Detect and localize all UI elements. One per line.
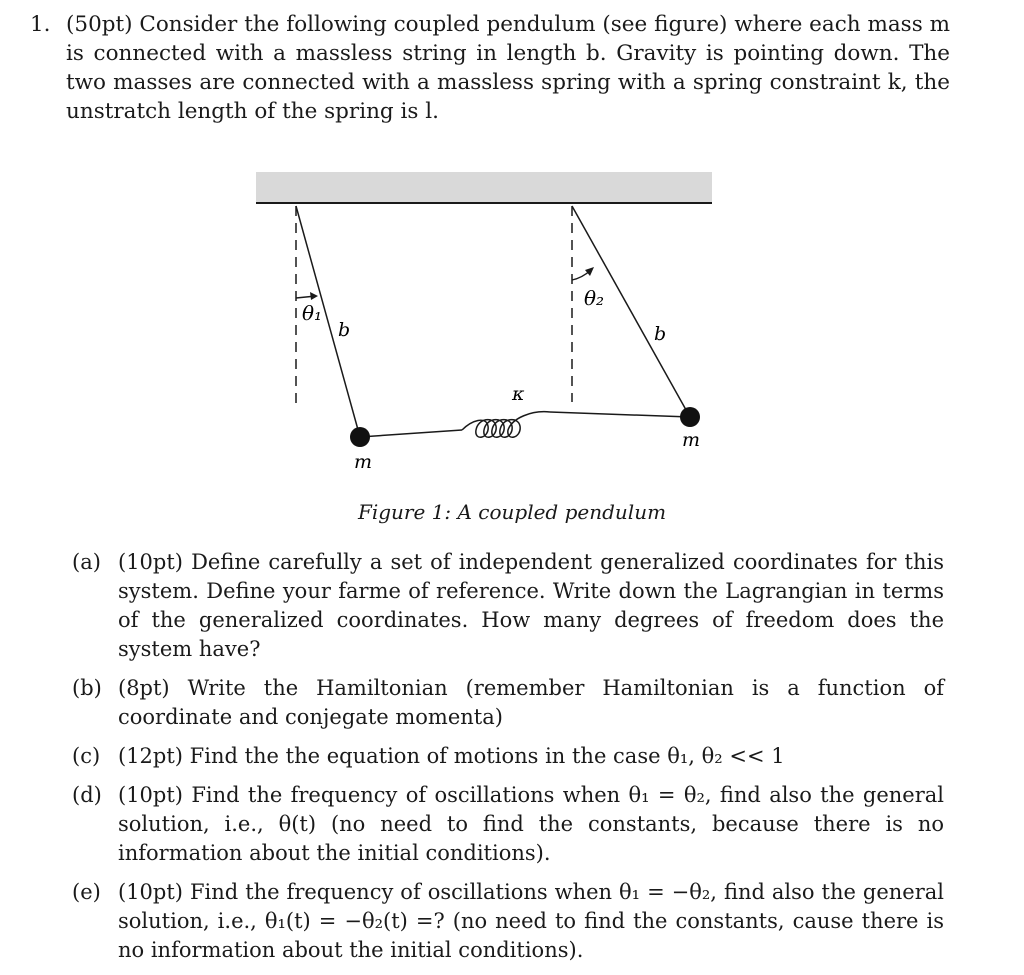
part-text: (12pt) Find the the equation of motions in the case θ₁, θ₂ << 1 xyxy=(118,744,785,768)
kappa-label: κ xyxy=(512,383,525,405)
right-string xyxy=(572,206,690,417)
part-text: (10pt) Define carefully a set of independent generalized coordinates for this system. Define your farme of reference. Write down the Lagrangian in terms of the generalized coordinates. How many degrees of freedom does the system have? xyxy=(118,550,944,661)
theta2-arrowhead xyxy=(585,267,594,276)
part-d xyxy=(72,781,944,868)
m-right-label: m xyxy=(682,429,701,451)
ceiling xyxy=(256,172,712,202)
part-c xyxy=(72,742,944,771)
part-e xyxy=(72,878,944,965)
part-label: (c) xyxy=(72,744,101,768)
figure-caption: Figure 1: A coupled pendulum xyxy=(357,500,667,524)
problem-text: (50pt) Consider the following coupled pendulum (see figure) where each mass m is connected with a massless string in length b. Gravity is pointing down. The two masses are connected with a massless spring with a spring constraint k, the unstratch length of the spring is l. xyxy=(66,12,950,124)
theta2-label: θ₂ xyxy=(584,286,605,310)
part-text: (8pt) Write the Hamiltonian (remember Hamiltonian is a function of coordinate and conjegate momenta) xyxy=(118,676,944,729)
part-label: (d) xyxy=(72,783,102,807)
theta1-arrowhead xyxy=(310,292,318,300)
part-text: (10pt) Find the frequency of oscillations when θ₁ = θ₂, find also the general solution, i.e., θ(t) (no need to find the constants, because there is no information about the initial conditions). xyxy=(118,783,944,865)
b-left-label: b xyxy=(338,319,351,341)
part-label: (a) xyxy=(72,550,101,574)
right-mass xyxy=(680,407,700,427)
spring-coils xyxy=(462,412,550,438)
theta1-label: θ₁ xyxy=(302,301,323,325)
part-label: (b) xyxy=(72,676,102,700)
problem-statement xyxy=(30,10,950,126)
problem-number: 1. xyxy=(30,12,51,37)
part-b xyxy=(72,674,944,732)
part-a xyxy=(72,548,944,664)
m-left-label: m xyxy=(354,451,373,473)
part-label: (e) xyxy=(72,880,101,904)
b-right-label: b xyxy=(654,323,667,345)
part-text: (10pt) Find the frequency of oscillations when θ₁ = −θ₂, find also the general solution, i.e., θ₁(t) = −θ₂(t) =? (no need to find the constants, cause there is no information about the initial conditions). xyxy=(118,880,944,962)
sub-questions xyxy=(72,548,944,975)
left-mass xyxy=(350,427,370,447)
spring-lead-right xyxy=(550,412,690,417)
coupled-pendulum-figure xyxy=(250,170,720,490)
spring-lead-left xyxy=(360,430,462,437)
